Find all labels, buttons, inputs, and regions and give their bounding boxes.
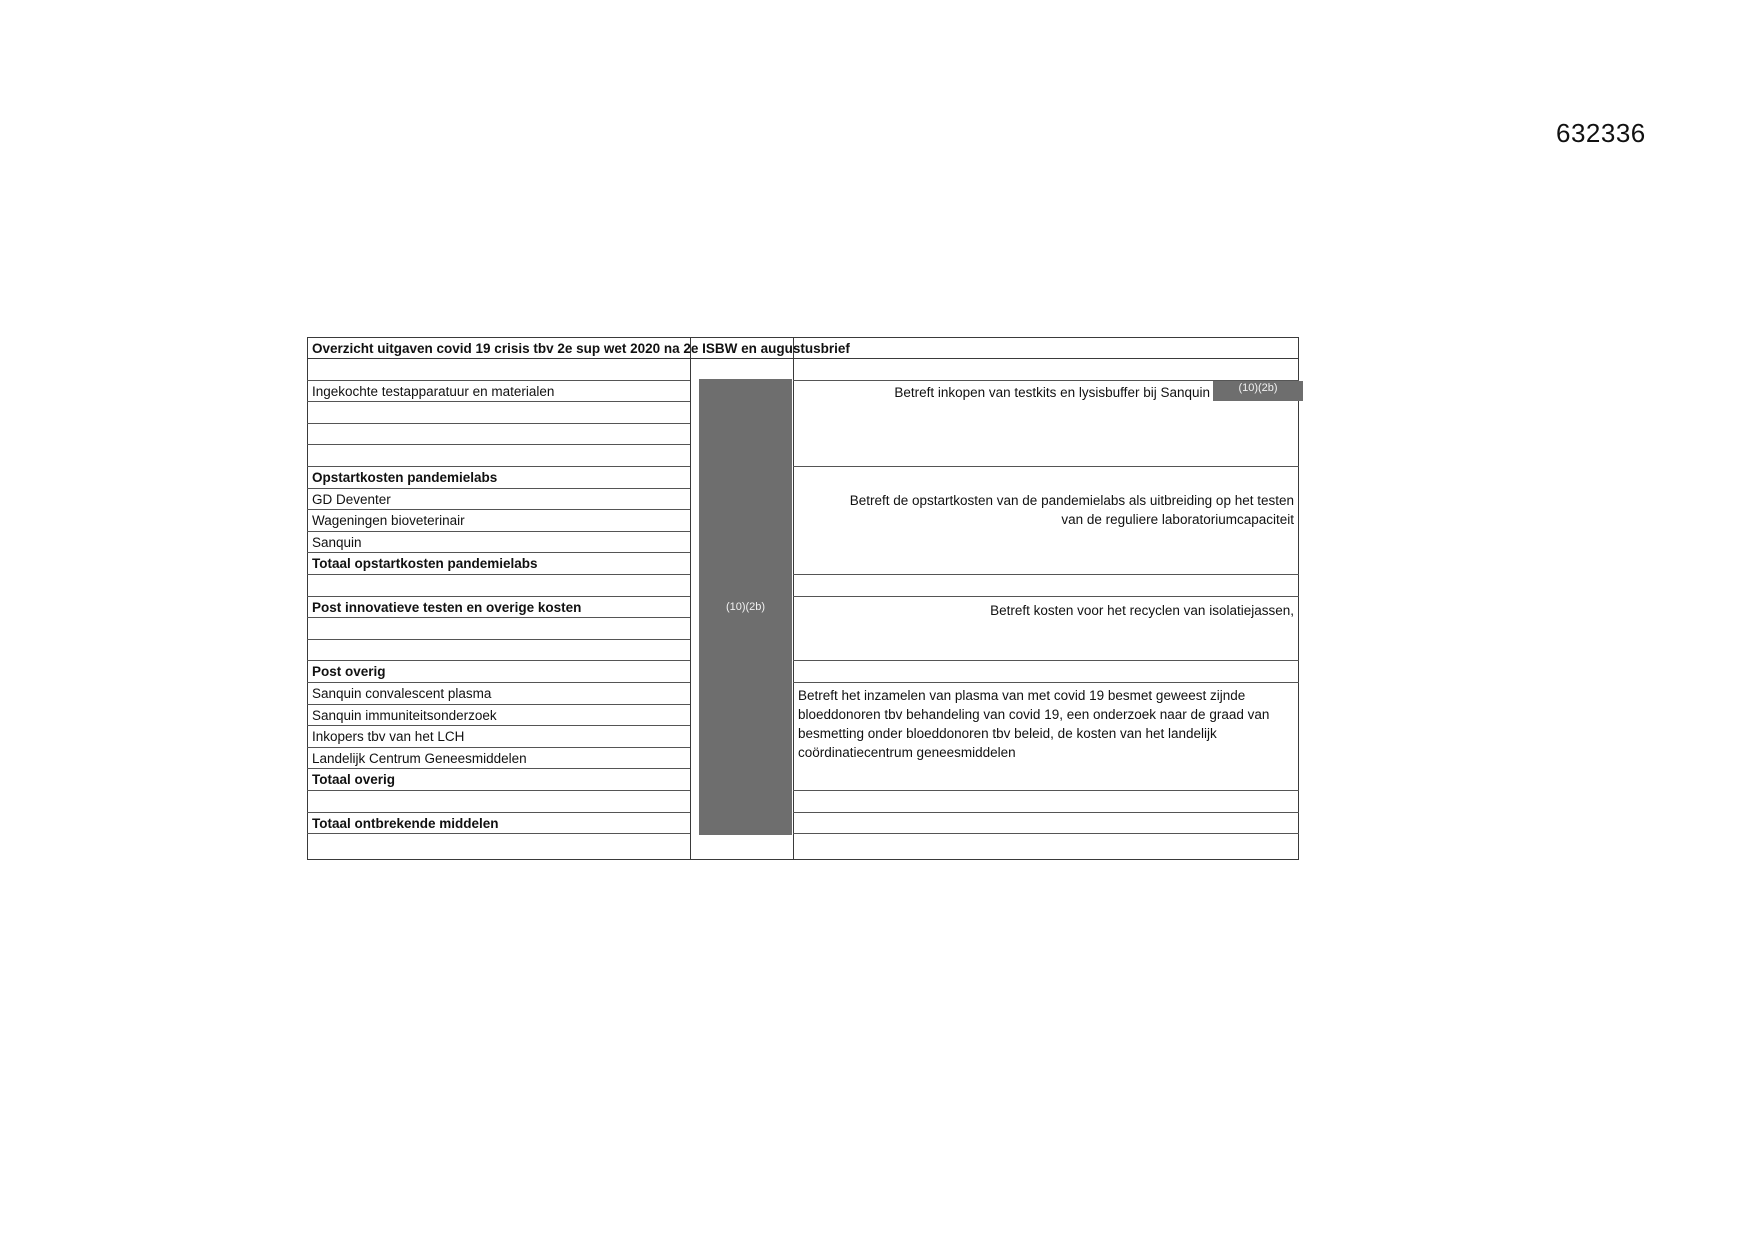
document-number: 632336 [1556,118,1646,148]
note-opstartkosten-line1: Betreft de opstartkosten van de pandemielabs als uitbreiding op het testen [849,493,1294,508]
note-overig-line4: coördinatiecentrum geneesmiddelen [798,745,1016,760]
table-row-label: Sanquin convalescent plasma [312,686,492,701]
redaction-code-label: (10)(2b) [725,601,766,613]
table-row-label: Ingekochte testapparatuur en materialen [312,383,555,399]
table-row-divider [307,596,690,597]
redaction-code-label: (10)(2b) [1238,382,1278,394]
note-opstartkosten-line2: van de reguliere laboratoriumcapaciteit [1061,512,1294,527]
note-section-divider [793,574,1299,575]
table-title: Overzicht uitgaven covid 19 crisis tbv 2e sup wet 2020 na 2e ISBW en augustusbrief [312,341,850,356]
table-row-divider [307,444,690,445]
table-row-label: GD Deventer [312,491,391,507]
table-row-divider [307,466,690,467]
table-row-label: Totaal ontbrekende middelen [312,815,499,831]
table-row-label: Totaal opstartkosten pandemielabs [312,556,538,572]
table-row-divider [307,660,690,661]
note-section-divider [793,790,1299,791]
table-row-divider [307,488,690,489]
note-section-divider [793,682,1299,683]
redaction-note-tag [1213,381,1303,401]
note-innovatieve: Betreft kosten voor het recyclen van isolatiejassen, [990,603,1294,618]
column-divider-2 [793,337,794,860]
table-row-label: Landelijk Centrum Geneesmiddelen [312,750,527,766]
table-row-label: Opstartkosten pandemielabs [312,470,498,485]
note-section-divider [793,466,1299,467]
table-row-divider [307,380,690,381]
table-row-divider [307,768,690,769]
redaction-amount-column [699,379,792,835]
note-overig-line3: besmetting onder bloeddonoren tbv beleid, de kosten van het landelijk [798,726,1217,741]
table-row-label: Sanquin immuniteitsonderzoek [312,707,497,723]
table-row-label: Totaal overig [312,772,396,788]
table-row-divider [307,682,690,683]
table-row-divider [307,552,690,553]
table-row-divider [307,617,690,618]
column-divider-1 [690,337,691,860]
note-testapparatuur: Betreft inkopen van testkits en lysisbuffer bij Sanquin [894,385,1210,400]
table-row-divider [307,423,690,424]
table-row-label: Wageningen bioveterinair [312,513,465,529]
table-row-divider [307,790,690,791]
table-row-label: Post overig [312,664,386,680]
table-row-divider [307,531,690,532]
table-row-label: Inkopers tbv van het LCH [312,729,465,745]
note-section-divider [793,596,1299,597]
table-row-divider [307,704,690,705]
note-section-divider [793,812,1299,813]
table-row-divider [307,639,690,640]
note-section-divider [793,660,1299,661]
expenditure-table [307,337,1299,860]
table-row-divider [307,812,690,813]
table-row-label: Post innovatieve testen en overige kosten [312,599,582,615]
table-row-label: Sanquin [312,534,362,550]
table-row-divider [307,725,690,726]
note-overig-line1: Betreft het inzamelen van plasma van met covid 19 besmet geweest zijnde [798,688,1246,703]
table-row-divider [307,509,690,510]
table-row-divider [307,401,690,402]
note-overig-line2: bloeddonoren tbv behandeling van covid 19, een onderzoek naar de graad van [798,707,1270,722]
table-row-divider [307,574,690,575]
title-divider [307,358,1299,359]
table-row-divider [307,833,690,834]
note-section-divider [793,833,1299,834]
table-row-divider [307,747,690,748]
